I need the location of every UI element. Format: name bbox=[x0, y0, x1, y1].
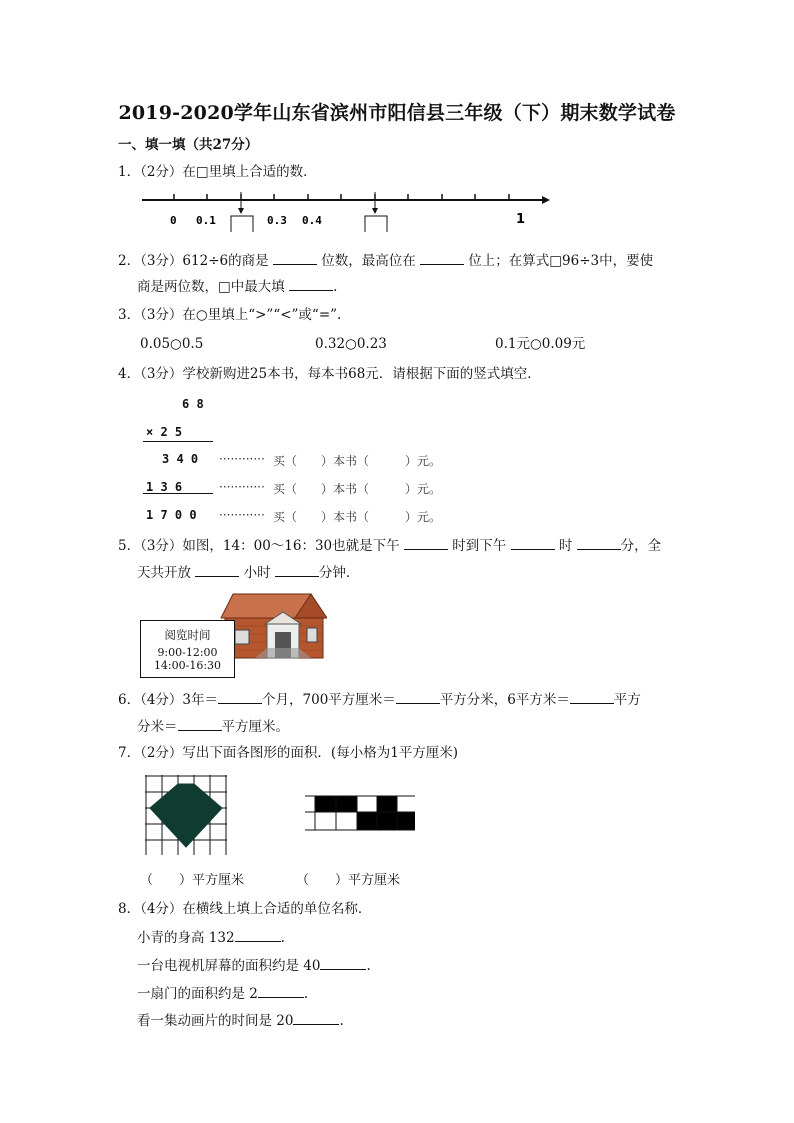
divider bbox=[143, 493, 213, 494]
q6-text: 平方 bbox=[613, 692, 641, 708]
partial-product-desc: 买（ ）本书（ ）元。 bbox=[273, 482, 442, 496]
sign-title: 阅览时间 bbox=[164, 628, 211, 642]
vertical-multiplier: × 2 5 bbox=[146, 425, 183, 439]
number-line bbox=[140, 186, 550, 232]
question-4: 4．（3分）学校新购进25本书，每本书68元．请根据下面的竖式填空． bbox=[118, 366, 541, 382]
answer-box bbox=[231, 216, 253, 232]
unit-item-text: 一台电视机屏幕的面积约是 40 bbox=[137, 958, 321, 974]
partial-product: 1 3 6 bbox=[146, 480, 183, 494]
answer-blank[interactable] bbox=[218, 690, 262, 704]
q5-text: 时到下午 bbox=[452, 538, 507, 554]
dots: ············ bbox=[219, 452, 265, 466]
unit-item bbox=[137, 928, 285, 947]
comparison-item: 0.05○0.5 bbox=[140, 336, 204, 352]
period: . bbox=[280, 930, 285, 946]
answer-blank[interactable] bbox=[293, 1011, 339, 1025]
block-grid-figure bbox=[305, 794, 415, 832]
section-heading: 一、填一填（共27分） bbox=[118, 137, 259, 153]
q5-text: 分钟． bbox=[318, 565, 360, 581]
q2-text: 2．（3分）612÷6的商是 bbox=[118, 253, 269, 269]
answer-blank[interactable] bbox=[258, 984, 304, 998]
question-8: 8．（4分）在横线上填上合适的单位名称． bbox=[118, 901, 372, 917]
unit-item-text: 看一集动画片的时间是 20 bbox=[137, 1013, 294, 1029]
comparison-item: 0.1元○0.09元 bbox=[495, 336, 586, 352]
question-1: 1．（2分）在□里填上合适的数． bbox=[118, 164, 317, 180]
sign-time: 14:00-16:30 bbox=[153, 659, 222, 672]
q6-text: 分米＝ bbox=[137, 719, 178, 735]
dots: ············ bbox=[219, 508, 265, 522]
answer-blank[interactable] bbox=[577, 536, 621, 550]
question-7: 7．（2分）写出下面各图形的面积．(每小格为1平方厘米) bbox=[118, 745, 459, 761]
sign-time: 9:00-12:00 bbox=[157, 646, 218, 659]
area-answer: （ ）平方厘米 bbox=[140, 873, 245, 888]
number-line-label: 1 bbox=[516, 212, 526, 227]
q6-text: 个月，700平方厘米＝ bbox=[262, 692, 396, 708]
answer-blank[interactable] bbox=[570, 690, 614, 704]
arrow-icon bbox=[238, 192, 244, 214]
number-line-label: 0 bbox=[170, 214, 177, 227]
opening-hours-sign bbox=[140, 620, 235, 678]
number-line-label: 0.3 bbox=[267, 214, 287, 227]
question-5-line2 bbox=[137, 563, 359, 582]
pentagon-grid-figure bbox=[145, 775, 227, 855]
q6-text: 平方厘米。 bbox=[221, 719, 289, 735]
question-6-line2 bbox=[137, 717, 289, 736]
period: . bbox=[366, 958, 371, 974]
q5-text: 天共开放 bbox=[137, 565, 191, 581]
answer-blank[interactable] bbox=[320, 956, 366, 970]
question-2-line2 bbox=[137, 277, 337, 296]
q5-text: 5．（3分）如图，14：00～16：30也就是下午 bbox=[118, 538, 400, 554]
answer-blank[interactable] bbox=[404, 536, 448, 550]
q2-text: . bbox=[333, 279, 338, 295]
product: 1 7 0 0 bbox=[146, 508, 197, 522]
question-2-line1 bbox=[118, 251, 653, 270]
q5-text: 分，全 bbox=[620, 538, 662, 554]
answer-blank[interactable] bbox=[511, 536, 555, 550]
answer-blank[interactable] bbox=[235, 928, 281, 942]
area-answer: （ ）平方厘米 bbox=[296, 873, 401, 888]
unit-item-text: 小青的身高 132 bbox=[137, 930, 235, 946]
q2-text: 商是两位数，□中最大填 bbox=[137, 279, 285, 295]
answer-blank[interactable] bbox=[195, 563, 239, 577]
number-line-label: 0.1 bbox=[196, 214, 216, 227]
answer-blank[interactable] bbox=[396, 690, 440, 704]
answer-blank[interactable] bbox=[178, 717, 222, 731]
unit-item bbox=[137, 956, 371, 975]
unit-item bbox=[137, 984, 308, 1003]
number-line-label: 0.4 bbox=[302, 214, 322, 227]
question-5-line1 bbox=[118, 536, 661, 555]
partial-product: 3 4 0 bbox=[162, 452, 199, 466]
unit-item-text: 一扇门的面积约是 2 bbox=[137, 986, 258, 1002]
arrow-icon bbox=[372, 192, 378, 214]
page-title: 2019-2020学年山东省滨州市阳信县三年级（下）期末数学试卷 bbox=[118, 102, 676, 124]
q5-text: 小时 bbox=[243, 565, 271, 581]
question-3: 3．（3分）在○里填上“>”“<”或“=”. bbox=[118, 307, 342, 323]
q5-text: 时 bbox=[558, 538, 573, 554]
question-6-line1 bbox=[118, 690, 641, 709]
answer-blank[interactable] bbox=[273, 251, 317, 265]
vertical-multiplicand: 6 8 bbox=[182, 397, 204, 411]
answer-box bbox=[365, 216, 387, 232]
answer-blank[interactable] bbox=[275, 563, 319, 577]
comparison-item: 0.32○0.23 bbox=[315, 336, 387, 352]
q6-text: 6．（4分）3年＝ bbox=[118, 692, 219, 708]
divider bbox=[143, 441, 213, 442]
unit-item bbox=[137, 1011, 344, 1030]
q2-text: 位数，最高位在 bbox=[321, 253, 416, 269]
answer-blank[interactable] bbox=[420, 251, 464, 265]
pentagon-shape bbox=[150, 784, 222, 847]
period: . bbox=[303, 986, 309, 1002]
q6-text: 平方分米，6平方米＝ bbox=[439, 692, 570, 708]
product-desc: 买（ ）本书（ ）元。 bbox=[273, 510, 442, 524]
partial-product-desc: 买（ ）本书（ ）元。 bbox=[273, 454, 442, 468]
period: . bbox=[339, 1013, 344, 1029]
answer-blank[interactable] bbox=[289, 277, 333, 291]
dots: ············ bbox=[219, 480, 265, 494]
q2-text: 位上；在算式□96÷3中，要使 bbox=[468, 253, 654, 269]
